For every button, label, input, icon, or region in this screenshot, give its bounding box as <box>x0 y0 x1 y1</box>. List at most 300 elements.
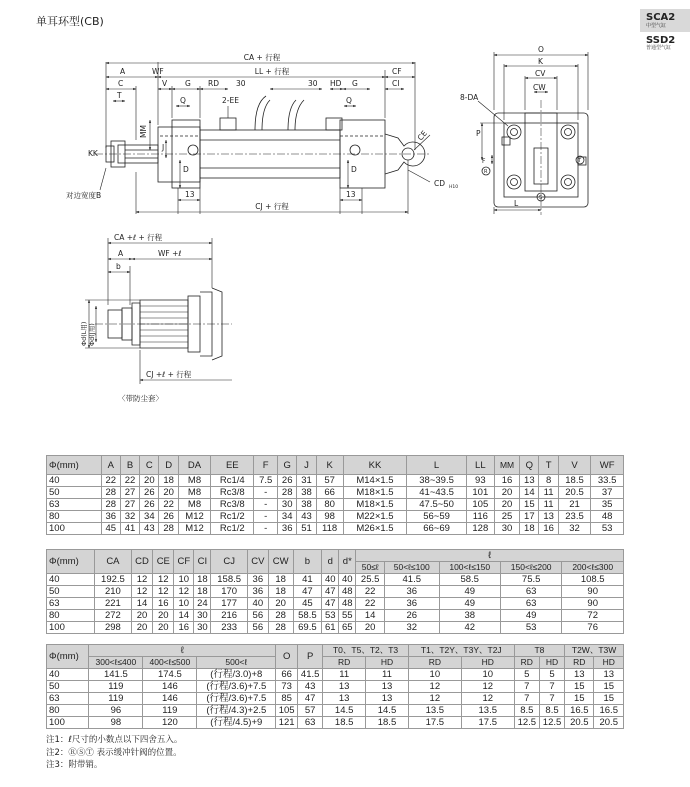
table-cell: 36 <box>385 586 439 598</box>
table-header: 500<ℓ <box>197 657 276 669</box>
table-cell: 20 <box>268 598 293 610</box>
table-cell: 18 <box>159 475 178 487</box>
table-cell: 69.5 <box>293 622 322 634</box>
table-header: Q <box>520 456 539 475</box>
table-cell: 57 <box>316 475 343 487</box>
table-cell: 18.5 <box>366 717 409 729</box>
table-header: DA <box>178 456 210 475</box>
table-cell: 27 <box>120 487 139 499</box>
table-cell: 12 <box>408 681 461 693</box>
table-cell: 98 <box>316 511 343 523</box>
table-header: CV <box>247 550 268 574</box>
table-cell: 20 <box>153 622 174 634</box>
table-cell: 116 <box>466 511 494 523</box>
dim-a-boot: A <box>118 249 124 258</box>
table-cell: 272 <box>95 610 131 622</box>
table-cell: 96 <box>89 705 143 717</box>
table-cell: 56 <box>247 610 268 622</box>
table-cell: 120 <box>143 717 197 729</box>
table-2-body <box>47 574 624 634</box>
table-cell: 16.5 <box>565 705 594 717</box>
table-cell: 20 <box>131 610 153 622</box>
table-cell: 17.5 <box>408 717 461 729</box>
table-cell: 36 <box>101 511 120 523</box>
table-header: HD <box>366 657 409 669</box>
dim-ce: CE <box>415 128 429 143</box>
dim-phid-j: Φd(J用) <box>88 323 96 346</box>
table-cell: 26 <box>140 487 159 499</box>
table-cell: 22 <box>356 598 385 610</box>
table-header: RD <box>514 657 539 669</box>
table-header: C <box>140 456 159 475</box>
dim-q: Q <box>180 96 186 105</box>
table-cell: 146 <box>143 693 197 705</box>
table-cell: 48 <box>591 511 624 523</box>
table-cell: M26×1.5 <box>343 523 407 535</box>
table-header: CI <box>194 550 211 574</box>
dim-q2: Q <box>346 96 352 105</box>
table-cell: 20.5 <box>558 487 591 499</box>
dim-a: A <box>120 67 126 76</box>
table-cell: 15 <box>565 681 594 693</box>
table-cell: (行程/4.3)+2.5 <box>197 705 276 717</box>
table-cell: 41.5 <box>298 669 323 681</box>
table-cell: 13 <box>594 669 624 681</box>
table-cell: 76 <box>562 622 624 634</box>
dim-wf-boot: WF +ℓ <box>158 249 182 258</box>
table-cell: 13.5 <box>461 705 514 717</box>
dim-phid-l: Φd(L用) <box>80 321 88 346</box>
table-cell: 58.5 <box>439 574 500 586</box>
table-cell: 22 <box>120 475 139 487</box>
table-cell: 16 <box>153 598 174 610</box>
table-cell: 23.5 <box>558 511 591 523</box>
table-cell: 28 <box>101 487 120 499</box>
table-cell: 14 <box>131 598 153 610</box>
table-cell: M8 <box>178 475 210 487</box>
table-cell: 15 <box>520 499 539 511</box>
table-cell: 13.5 <box>408 705 461 717</box>
table-cell: 20 <box>140 475 159 487</box>
table-cell: - <box>254 499 278 511</box>
table-cell: M18×1.5 <box>343 487 407 499</box>
table-cell: 11 <box>366 669 409 681</box>
table-header: b <box>293 550 322 574</box>
table-cell: 5 <box>514 669 539 681</box>
table-cell: 105 <box>466 499 494 511</box>
table-cell: 47 <box>293 586 322 598</box>
table-cell: 119 <box>89 693 143 705</box>
dim-ci: CI <box>392 79 400 88</box>
table-cell: 30 <box>194 622 211 634</box>
table-cell: 27 <box>120 499 139 511</box>
table-cell: 12.5 <box>539 717 564 729</box>
table-header: A <box>101 456 120 475</box>
side-view-dimensions <box>100 62 430 214</box>
table-cell: 174.5 <box>143 669 197 681</box>
table-cell: 233 <box>211 622 247 634</box>
table-cell: 26 <box>159 511 178 523</box>
boot-caption: 〈带防尘套〉 <box>118 394 163 403</box>
table-cell: 216 <box>211 610 247 622</box>
table-cell: - <box>254 523 278 535</box>
table-cell: 12.5 <box>514 717 539 729</box>
table-header: O <box>276 645 298 669</box>
table-cell: 158.5 <box>211 574 247 586</box>
dim-cd: CD <box>434 179 446 188</box>
table-row-bore: 100 <box>47 523 102 535</box>
table-row <box>47 681 624 693</box>
table-cell: 20.5 <box>565 717 594 729</box>
table-cell: 41~43.5 <box>407 487 466 499</box>
table-header: K <box>316 456 343 475</box>
footnotes <box>46 734 182 772</box>
table-cell: 18 <box>194 574 211 586</box>
table-cell: 49 <box>439 586 500 598</box>
table-cell: 51 <box>297 523 316 535</box>
table-cell: 90 <box>562 598 624 610</box>
table-header: T1、T2Y、T3Y、T2J <box>408 645 514 657</box>
table-header: 100<ℓ≤150 <box>439 562 500 574</box>
table-cell: 118 <box>316 523 343 535</box>
table-row-bore: 40 <box>47 475 102 487</box>
table-cell: Rc1/2 <box>211 511 254 523</box>
table-cell: 8.5 <box>514 705 539 717</box>
table-header: 400<ℓ≤500 <box>143 657 197 669</box>
table-cell: 8 <box>539 475 558 487</box>
table-cell: 48 <box>339 598 356 610</box>
table-cell: 34 <box>278 511 297 523</box>
table-cell: 38 <box>297 487 316 499</box>
table-row-bore: 100 <box>47 717 89 729</box>
table-row <box>47 622 624 634</box>
table-cell: 90 <box>562 586 624 598</box>
table-cell: 12 <box>174 586 194 598</box>
table-cell: 85 <box>276 693 298 705</box>
table-cell: 30 <box>194 610 211 622</box>
dimension-table-3 <box>46 644 624 729</box>
dim-g: G <box>185 79 191 88</box>
table-cell: 53 <box>591 523 624 535</box>
table-cell: 7 <box>539 693 564 705</box>
table-cell: 35 <box>591 499 624 511</box>
dimension-table-2 <box>46 549 624 634</box>
table-cell: 21 <box>558 499 591 511</box>
table-cell: 28 <box>268 622 293 634</box>
dim-rd: RD <box>208 79 219 88</box>
table-cell: (行程/3.6)+7.5 <box>197 681 276 693</box>
table-cell: 177 <box>211 598 247 610</box>
table-cell: 141.5 <box>89 669 143 681</box>
table-cell: Rc1/2 <box>211 523 254 535</box>
dim-cv: CV <box>535 69 546 78</box>
table-cell: 49 <box>439 598 500 610</box>
table-cell: 61 <box>322 622 339 634</box>
table-cell: 22 <box>101 475 120 487</box>
table-header: P <box>298 645 323 669</box>
table-cell: 40 <box>247 598 268 610</box>
table-cell: 98 <box>89 717 143 729</box>
table-cell: 55 <box>339 610 356 622</box>
table-cell: 7.5 <box>254 475 278 487</box>
table-header-l-group: ℓ <box>89 645 276 657</box>
table-cell: 16 <box>174 622 194 634</box>
table-row <box>47 586 624 598</box>
table-cell: 16.5 <box>594 705 624 717</box>
table-cell: 12 <box>131 574 153 586</box>
table-cell: 47 <box>322 598 339 610</box>
table-cell: 47 <box>322 586 339 598</box>
table-header: 300<ℓ≤400 <box>89 657 143 669</box>
dim-ca-boot: CA +ℓ + 行程 <box>114 233 163 242</box>
table-cell: 15 <box>565 693 594 705</box>
table-cell: 18.5 <box>558 475 591 487</box>
dim-ca: CA + 行程 <box>243 53 281 62</box>
table-cell: 37 <box>591 487 624 499</box>
table-cell: 28 <box>278 487 297 499</box>
table-cell: 66 <box>316 487 343 499</box>
table-cell: 36 <box>278 523 297 535</box>
table-cell: 119 <box>143 705 197 717</box>
table-header: KK <box>343 456 407 475</box>
table-cell: M14×1.5 <box>343 475 407 487</box>
table-row-bore: 50 <box>47 487 102 499</box>
table-cell: 20 <box>356 622 385 634</box>
table-cell: 32 <box>558 523 591 535</box>
table-cell: 14.5 <box>323 705 366 717</box>
table-cell: 105 <box>276 705 298 717</box>
table-cell: 210 <box>95 586 131 598</box>
table-cell: 53 <box>322 610 339 622</box>
table-header: d* <box>339 550 356 574</box>
dim-cj: CJ + 行程 <box>255 202 289 211</box>
table-cell: 14 <box>520 487 539 499</box>
dim-30b: 30 <box>308 79 318 88</box>
table-row-bore: 100 <box>47 622 95 634</box>
table-cell: 13 <box>565 669 594 681</box>
table-row <box>47 475 624 487</box>
table-cell: 14 <box>174 610 194 622</box>
table-cell: 18 <box>194 586 211 598</box>
table-row-bore: 63 <box>47 598 95 610</box>
table-cell: 12 <box>153 586 174 598</box>
table-cell: 33.5 <box>591 475 624 487</box>
dim-f: F <box>482 158 486 165</box>
table-header: T8 <box>514 645 564 657</box>
dim-o: O <box>538 45 544 54</box>
table-cell: 80 <box>316 499 343 511</box>
table-cell: 12 <box>408 693 461 705</box>
valve-s-mark: S <box>539 195 543 201</box>
table-row <box>47 693 624 705</box>
table-cell: 48 <box>339 586 356 598</box>
table-header: L <box>407 456 466 475</box>
dim-v: V <box>162 79 168 88</box>
table-cell: 12 <box>153 574 174 586</box>
table-header: d <box>322 550 339 574</box>
table-cell: - <box>254 511 278 523</box>
dim-cf: CF <box>392 67 402 76</box>
table-header: 200<ℓ≤300 <box>562 562 624 574</box>
table-header: 50<ℓ≤100 <box>385 562 439 574</box>
table-cell: 13 <box>539 511 558 523</box>
table-cell: 17 <box>520 511 539 523</box>
table-row <box>47 669 624 681</box>
dim-cd-tolerance: H10 <box>449 185 459 190</box>
table-cell: 20 <box>494 487 519 499</box>
table-cell: 12 <box>461 681 514 693</box>
table-cell: 32 <box>120 511 139 523</box>
dim-cj-boot: CJ +ℓ + 行程 <box>146 370 192 379</box>
table-cell: 14 <box>356 610 385 622</box>
dim-d1: D <box>183 165 189 174</box>
table-cell: 18.5 <box>323 717 366 729</box>
table-cell: 20 <box>131 622 153 634</box>
table-cell: 38 <box>439 610 500 622</box>
valve-r-mark: R <box>484 169 488 175</box>
dim-hd: HD <box>330 79 342 88</box>
table-cell: 30 <box>278 499 297 511</box>
table-header: D <box>159 456 178 475</box>
table-cell: 45 <box>101 523 120 535</box>
table-header: CJ <box>211 550 247 574</box>
dim-cw: CW <box>533 83 546 92</box>
table-cell: 10 <box>174 598 194 610</box>
table-header: B <box>120 456 139 475</box>
table-header: RD <box>408 657 461 669</box>
page-title: 单耳环型(CB) <box>36 15 104 28</box>
table-cell: 43 <box>298 681 323 693</box>
table-cell: 221 <box>95 598 131 610</box>
table-row <box>47 511 624 523</box>
table-header: EE <box>211 456 254 475</box>
table-cell: 10 <box>174 574 194 586</box>
table-cell: 146 <box>143 681 197 693</box>
table-cell: 93 <box>466 475 494 487</box>
table-cell: M12 <box>178 511 210 523</box>
tab-code: SCA2 <box>646 12 676 23</box>
table-header: HD <box>461 657 514 669</box>
table-header: CA <box>95 550 131 574</box>
table-cell: 22 <box>356 586 385 598</box>
table-cell: 16 <box>494 475 519 487</box>
table-row-bore: 50 <box>47 681 89 693</box>
table-header: CF <box>174 550 194 574</box>
tab-sub: 中型气缸 <box>646 22 667 29</box>
table-cell: 12 <box>131 586 153 598</box>
table-row-bore: 80 <box>47 610 95 622</box>
table-cell: 12 <box>461 693 514 705</box>
table-cell: 63 <box>298 717 323 729</box>
dim-j: J <box>162 143 165 152</box>
tab-sub: 普通型气缸 <box>646 45 672 52</box>
table-cell: 20 <box>159 487 178 499</box>
table-header: 150<ℓ≤200 <box>500 562 561 574</box>
table-cell: 18 <box>268 574 293 586</box>
table-header: MM <box>494 456 519 475</box>
table-header: 50≤ℓ <box>356 562 385 574</box>
table-cell: 18 <box>268 586 293 598</box>
table-cell: 14.5 <box>366 705 409 717</box>
table-cell: 101 <box>466 487 494 499</box>
dimension-table-1 <box>46 455 624 535</box>
boot-detail-dimensions <box>85 238 232 384</box>
table-row <box>47 499 624 511</box>
table-cell: 7 <box>514 681 539 693</box>
dim-l: L <box>514 199 519 208</box>
table-cell: 20.5 <box>594 717 624 729</box>
table-cell: 18 <box>520 523 539 535</box>
table-cell: - <box>254 487 278 499</box>
table-header: T <box>539 456 558 475</box>
dim-13a: 13 <box>185 190 195 199</box>
table-cell: 36 <box>385 598 439 610</box>
table-cell: 15 <box>594 693 624 705</box>
table-cell: 40 <box>339 574 356 586</box>
table-cell: 192.5 <box>95 574 131 586</box>
table-cell: 15 <box>594 681 624 693</box>
table-cell: 66~69 <box>407 523 466 535</box>
table-cell: 34 <box>140 511 159 523</box>
table-cell: 8.5 <box>539 705 564 717</box>
cylinder-side-view <box>95 96 430 188</box>
table-header: WF <box>591 456 624 475</box>
table-cell: 28 <box>101 499 120 511</box>
table-cell: (行程/4.5)+9 <box>197 717 276 729</box>
table-cell: 66 <box>276 669 298 681</box>
table-cell: M8 <box>178 487 210 499</box>
table-cell: M12 <box>178 523 210 535</box>
table-cell: Rc3/8 <box>211 499 254 511</box>
dim-ee: 2-EE <box>222 96 239 105</box>
table-cell: 13 <box>323 681 366 693</box>
table-row-bore: 63 <box>47 499 102 511</box>
table-cell: 20 <box>494 499 519 511</box>
table-cell: 53 <box>500 622 561 634</box>
table-cell: M8 <box>178 499 210 511</box>
dim-kk: KK <box>88 149 98 158</box>
table-header: Φ(mm) <box>47 645 89 669</box>
table-cell: 43 <box>140 523 159 535</box>
table-row <box>47 705 624 717</box>
table-header: T2W、T3W <box>565 645 624 657</box>
table-cell: 25.5 <box>356 574 385 586</box>
table-cell: 10 <box>461 669 514 681</box>
table-cell: Rc3/8 <box>211 487 254 499</box>
table-header-l-group: ℓ <box>356 550 624 562</box>
table-cell: 13 <box>366 693 409 705</box>
table-cell: 121 <box>276 717 298 729</box>
dim-d2: D <box>351 165 357 174</box>
table-cell: 40 <box>322 574 339 586</box>
table-cell: 41.5 <box>385 574 439 586</box>
table-row-bore: 80 <box>47 511 102 523</box>
table-cell: 5 <box>539 669 564 681</box>
table-header: HD <box>539 657 564 669</box>
dim-13b: 13 <box>346 190 356 199</box>
dim-30a: 30 <box>236 79 246 88</box>
table-header: CE <box>153 550 174 574</box>
table-row-bore: 80 <box>47 705 89 717</box>
footnote: 注3：附带销。 <box>46 760 103 770</box>
table-cell: 41 <box>120 523 139 535</box>
table-row-bore: 63 <box>47 693 89 705</box>
table-cell: 13 <box>366 681 409 693</box>
table-cell: 49 <box>500 610 561 622</box>
table-cell: 298 <box>95 622 131 634</box>
table-cell: 17.5 <box>461 717 514 729</box>
table-row-bore: 40 <box>47 669 89 681</box>
